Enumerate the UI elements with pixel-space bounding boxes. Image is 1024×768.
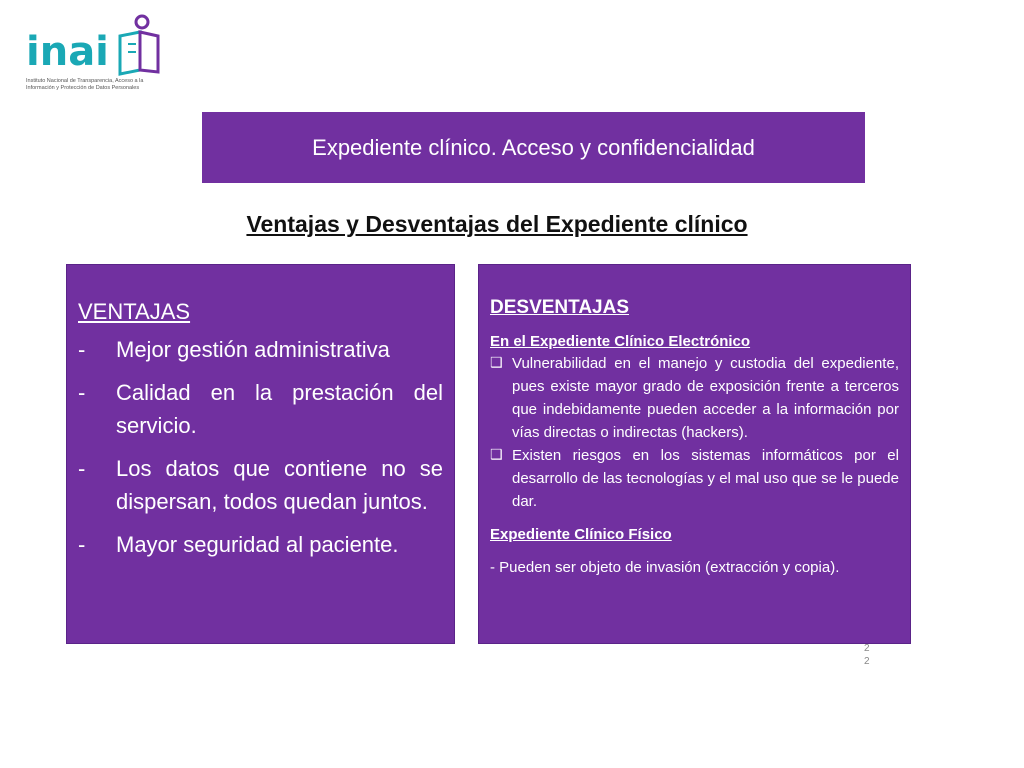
list-item — [490, 352, 899, 444]
list-item — [78, 376, 443, 442]
list-item-text: Calidad en la prestación del servicio. — [116, 380, 443, 438]
dash-bullet: - — [78, 380, 86, 405]
list-item — [78, 333, 443, 366]
logo-wordmark: inai — [26, 29, 109, 75]
slide-title-banner — [202, 112, 865, 183]
dash-bullet: - — [78, 456, 86, 481]
logo-subtitle: Instituto Nacional de Transparencia, Acceso a la Información y Protección de Datos Personales — [26, 78, 144, 91]
desventajas-heading: DESVENTAJAS — [490, 297, 630, 318]
ventajas-panel — [66, 264, 455, 644]
checkbox-bullet-icon: ❑ — [490, 355, 503, 371]
dash-bullet: - — [78, 532, 86, 557]
list-item-text: Existen riesgos en los sistemas informáticos por el desarrollo de las tecnologías y el mal uso que se le puede dar. — [512, 447, 899, 510]
section-subtitle: Ventajas y Desventajas del Expediente clínico — [246, 211, 748, 237]
dash-bullet: - — [78, 337, 86, 362]
list-item-text: Los datos que contiene no se dispersan, todos quedan juntos. — [116, 456, 443, 514]
checkbox-bullet-icon: ❑ — [490, 447, 503, 463]
list-item — [490, 444, 899, 513]
list-item — [78, 528, 443, 561]
ventajas-heading: VENTAJAS — [78, 299, 191, 324]
fisico-text: - Pueden ser objeto de invasión (extracción y copia). — [490, 559, 840, 576]
fisico-heading: Expediente Clínico Físico — [490, 526, 672, 543]
desventajas-panel — [478, 264, 911, 644]
list-item-text: Mejor gestión administrativa — [116, 337, 390, 362]
page-number: 22 — [864, 643, 870, 667]
electronico-heading: En el Expediente Clínico Electrónico — [490, 333, 751, 350]
slide-title: Expediente clínico. Acceso y confidencialidad — [312, 134, 755, 160]
inai-logo — [26, 14, 186, 96]
list-item-text: Vulnerabilidad en el manejo y custodia del expediente, pues existe mayor grado de exposición frente a terceros que indebidamente pueden acceder a la información por vías directas o indirectas (hackers). — [512, 355, 899, 441]
list-item-text: Mayor seguridad al paciente. — [116, 532, 399, 557]
person-book-icon — [112, 14, 162, 76]
list-item — [78, 452, 443, 518]
